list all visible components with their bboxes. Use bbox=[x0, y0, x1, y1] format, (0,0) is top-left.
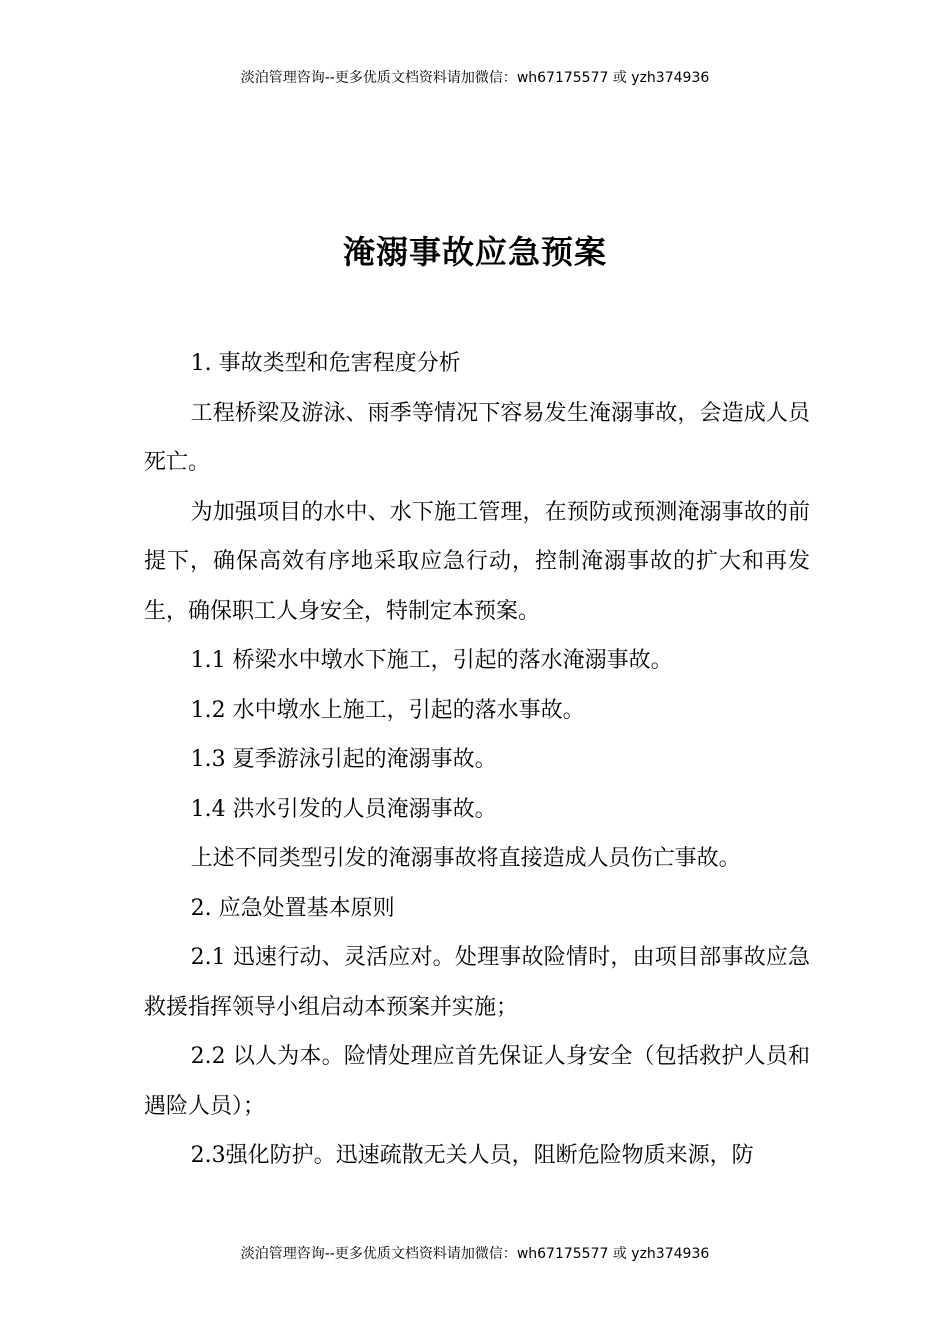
list-item: 2.2 以人为本。险情处理应首先保证人身安全（包括救护人员和遇险人员）； bbox=[144, 1044, 810, 1119]
list-item: 1.2 水中墩水上施工，引起的落水事故。 bbox=[190, 697, 585, 723]
section-heading-1: 1. 事故类型和危害程度分析 bbox=[190, 351, 461, 376]
list-item: 2.1 迅速行动、灵活应对。处理事故险情时，由项目部事故应急救援指挥领导小组启动本预案并实施； bbox=[144, 945, 810, 1020]
page-header: 淡泊管理咨询--更多优质文档资料请加微信：wh67175577 或 yzh374936 bbox=[240, 70, 710, 86]
page-footer: 淡泊管理咨询--更多优质文档资料请加微信：wh67175577 或 yzh374936 bbox=[240, 1246, 710, 1262]
list-item: 1.3 夏季游泳引起的淹溺事故。 bbox=[190, 747, 497, 772]
paragraph: 上述不同类型引发的淹溺事故将直接造成人员伤亡事故。 bbox=[190, 846, 741, 871]
list-item: 1.1 桥梁水中墩水下施工，引起的落水淹溺事故。 bbox=[190, 648, 673, 673]
list-item: 1.4 洪水引发的人员淹溺事故。 bbox=[190, 796, 497, 822]
section-heading-2: 2. 应急处置基本原则 bbox=[190, 895, 395, 921]
list-item: 2.3强化防护。迅速疏散无关人员，阻断危险物质来源，防 bbox=[190, 1143, 754, 1168]
document-body bbox=[144, 339, 810, 1181]
document-title: 淹溺事故应急预案 bbox=[342, 233, 607, 271]
paragraph: 为加强项目的水中、水下施工管理，在预防或预测淹溺事故的前提下，确保高效有序地采取应急行动，控制淹溺事故的扩大和再发生，确保职工人身安全，特制定本预案。 bbox=[144, 499, 810, 624]
paragraph: 工程桥梁及游泳、雨季等情况下容易发生淹溺事故，会造成人员死亡。 bbox=[144, 400, 810, 475]
